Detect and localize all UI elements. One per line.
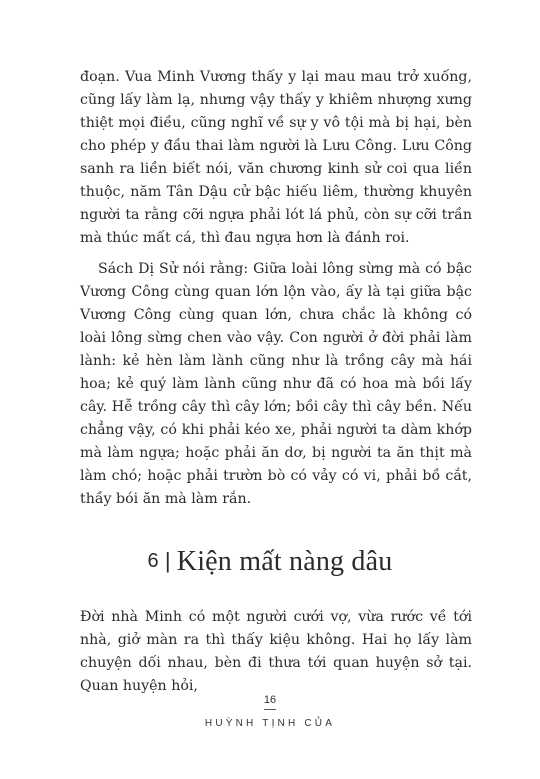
page-footer	[0, 694, 540, 729]
chapter-heading	[0, 546, 540, 578]
chapter-separator: |	[164, 548, 171, 573]
paragraph: Đời nhà Minh có một người cưới vợ, vừa rước về tới nhà, giở màn ra thì thấy kiệu không. Hai họ lấy làm chuyện dối nhau, bèn đi thưa tới quan huyện sở tại. Quan huyện hỏi,	[80, 609, 472, 694]
body-text	[80, 66, 472, 511]
chapter-number: 6	[147, 550, 159, 572]
footer-divider	[264, 709, 276, 710]
paragraph: Sách Dị Sử nói rằng: Giữa loài lông sừng mà có bậc Vương Công cùng quan lớn lộn vào, ấy là tại giữa bậc Vương Công cùng quan lớn, chưa chắc là không có loài lông sừng chen vào vậy. Con người ở đời phải làm lành: kẻ hèn làm lành cũng như là trồng cây mà hái hoa; kẻ quý làm lành cũng như đã có hoa mà bồi lấy cây. Hễ trồng cây thì cây lớn; bồi cây thì cây bền. Nếu chẳng vậy, có khi phải kéo xe, phải người ta dàm khớp mà làm ngựa; hoặc phải ăn dơ, bị người ta ăn thịt mà làm chó; hoặc phải trườn bò có vảy có vi, phải bồ cắt, thầy bói ăn mà làm rắn.	[80, 261, 472, 507]
running-footer-author: HUỲNH TỊNH CỦA	[204, 718, 336, 729]
paragraph: đoạn. Vua Minh Vương thấy y lại mau mau trở xuống, cũng lấy làm lạ, nhưng vậy thấy y khiêm nhượng xưng thiệt mọi điều, cũng nghĩ về sự y vô tội mà bị hại, bèn cho phép y đầu thai làm người là Lưu Công. Lưu Công sanh ra liền biết nói, văn chương kinh sử coi qua liền thuộc, năm Tân Dậu cử bậc hiếu liêm, thường khuyên người ta rằng cỡi ngựa phải lót lá phủ, còn sự cỡi trần mà thúc mất cá, thì đau ngựa hơn là đánh roi.	[80, 69, 472, 246]
chapter-title: Kiện mất nàng dâu	[176, 546, 393, 577]
chapter-body-text	[80, 606, 472, 698]
page-number: 16	[263, 694, 277, 706]
